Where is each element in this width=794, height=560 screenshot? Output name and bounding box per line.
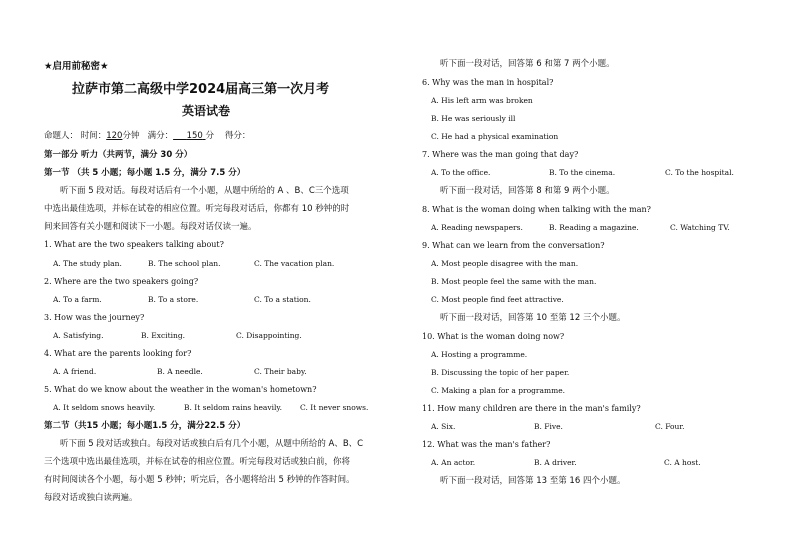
option-12a: A. An actor. [431, 458, 476, 467]
section2-intro-line: 三个选项中选出最佳选项，并标在试卷的相应位置。听完每段对话或独白前，你将 [44, 457, 351, 467]
confidential-mark: ★启用前秘密★ [44, 61, 109, 72]
question-12: 12. What was the man's father? [422, 440, 551, 449]
option-4a: A. A friend. [53, 367, 97, 376]
option-12c: C. A host. [664, 458, 701, 467]
question-1: 1. What are the two speakers talking about? [44, 240, 224, 249]
option-8c: C. Watching TV. [670, 223, 730, 232]
section1-intro-line: 中选出最佳选项，并标在试卷的相应位置。听完每段对话后，你都有 10 秒钟的时 [44, 204, 350, 214]
option-7a: A. To the office. [431, 168, 491, 177]
full-score [173, 131, 205, 141]
exam-title: 拉萨市第二高级中学2024届高三第一次月考 [72, 82, 330, 97]
listening-instruction: 听下面一段对话，回答第 8 和第 9 两个小题。 [440, 186, 615, 196]
question-3: 3. How was the journey? [44, 313, 145, 322]
option-5a: A. It seldom snows heavily. [53, 403, 156, 412]
question-6: 6. Why was the man in hospital? [422, 78, 554, 87]
question-8: 8. What is the woman doing when talking with the man? [422, 205, 651, 214]
option-9a: A. Most people disagree with the man. [431, 259, 579, 268]
exam-subtitle: 英语试卷 [182, 104, 231, 118]
part1-heading: 第一部分 听力（共两节，满分 30 分） [44, 150, 193, 160]
option-10b: B. Discussing the topic of her paper. [431, 368, 570, 377]
section1-intro-line: 听下面 5 段对话。每段对话后有一个小题，从题中所给的 A 、B、C三个选项 [60, 186, 349, 196]
option-7b: B. To the cinema. [549, 168, 616, 177]
question-11: 11. How many children are there in the man's family? [422, 404, 641, 413]
exam-meta [44, 130, 250, 142]
option-2a: A. To a farm. [53, 295, 102, 304]
option-11a: A. Six. [431, 422, 456, 431]
option-1a: A. The study plan. [53, 259, 122, 268]
time-value: 120 [106, 131, 123, 141]
option-8a: A. Reading newspapers. [431, 223, 523, 232]
meta-prefix: 命题人： 时间： [44, 131, 107, 141]
option-6b: B. He was seriously ill [431, 114, 516, 123]
option-11c: C. Four. [655, 422, 685, 431]
full-label: 满分： [147, 131, 174, 141]
option-7c: C. To the hospital. [665, 168, 734, 177]
section1-intro-line: 间来回答有关小题和阅读下一小题。每段对话仅读一遍。 [44, 222, 257, 232]
section1-heading: 第一节 （共 5 小题；每小题 1.5 分，满分 7.5 分） [44, 168, 246, 178]
option-12b: B. A driver. [534, 458, 577, 467]
option-10a: A. Hosting a programme. [431, 350, 528, 359]
question-5: 5. What do we know about the weather in the woman's hometown? [44, 385, 317, 394]
listening-instruction: 听下面一段对话，回答第 10 至第 12 三个小题。 [440, 313, 626, 323]
option-8b: B. Reading a magazine. [549, 223, 639, 232]
section2-heading: 第二节（共15 小题；每小题1.5 分，满分22.5 分） [44, 421, 246, 431]
option-9c: C. Most people find feet attractive. [431, 295, 564, 304]
question-2: 2. Where are the two speakers going? [44, 277, 199, 286]
option-11b: B. Five. [534, 422, 563, 431]
section2-intro-line: 有时间阅读各个小题，每小题 5 秒钟；听完后，各小题将给出 5 秒钟的作答时间。 [44, 475, 355, 485]
option-3b: B. Exciting. [141, 331, 186, 340]
option-3a: A. Satisfying. [53, 331, 104, 340]
listening-instruction: 听下面一段对话，回答第 6 和第 7 两个小题。 [440, 59, 615, 69]
option-6c: C. He had a physical examination [431, 132, 559, 141]
time-unit: 分钟 [122, 131, 140, 141]
option-9b: B. Most people feel the same with the man. [431, 277, 597, 286]
full-unit: 分 [205, 131, 215, 141]
section2-intro-line: 每段对话或独白读两遍。 [44, 493, 138, 503]
option-10c: C. Making a plan for a programme. [431, 386, 566, 395]
question-7: 7. Where was the man going that day? [422, 150, 579, 159]
listening-instruction: 听下面一段对话，回答第 13 至第 16 四个小题。 [440, 476, 626, 486]
option-4c: C. Their baby. [254, 367, 307, 376]
option-5c: C. It never snows. [300, 403, 369, 412]
section2-intro-line: 听下面 5 段对话或独白。每段对话或独白后有几个小题，从题中所给的 A、B、C [60, 439, 364, 449]
question-10: 10. What is the woman doing now? [422, 332, 565, 341]
score-label: 得分： [224, 131, 251, 141]
option-6a: A. His left arm was broken [431, 96, 533, 105]
option-5b: B. It seldom rains heavily. [184, 403, 283, 412]
option-1b: B. The school plan. [148, 259, 221, 268]
option-3c: C. Disappointing. [236, 331, 302, 340]
question-9: 9. What can we learn from the conversation? [422, 241, 605, 250]
option-2b: B. To a store. [148, 295, 199, 304]
full-score-value: 150 [186, 131, 203, 141]
option-1c: C. The vacation plan. [254, 259, 335, 268]
question-4: 4. What are the parents looking for? [44, 349, 192, 358]
option-2c: C. To a station. [254, 295, 311, 304]
option-4b: B. A needle. [157, 367, 203, 376]
